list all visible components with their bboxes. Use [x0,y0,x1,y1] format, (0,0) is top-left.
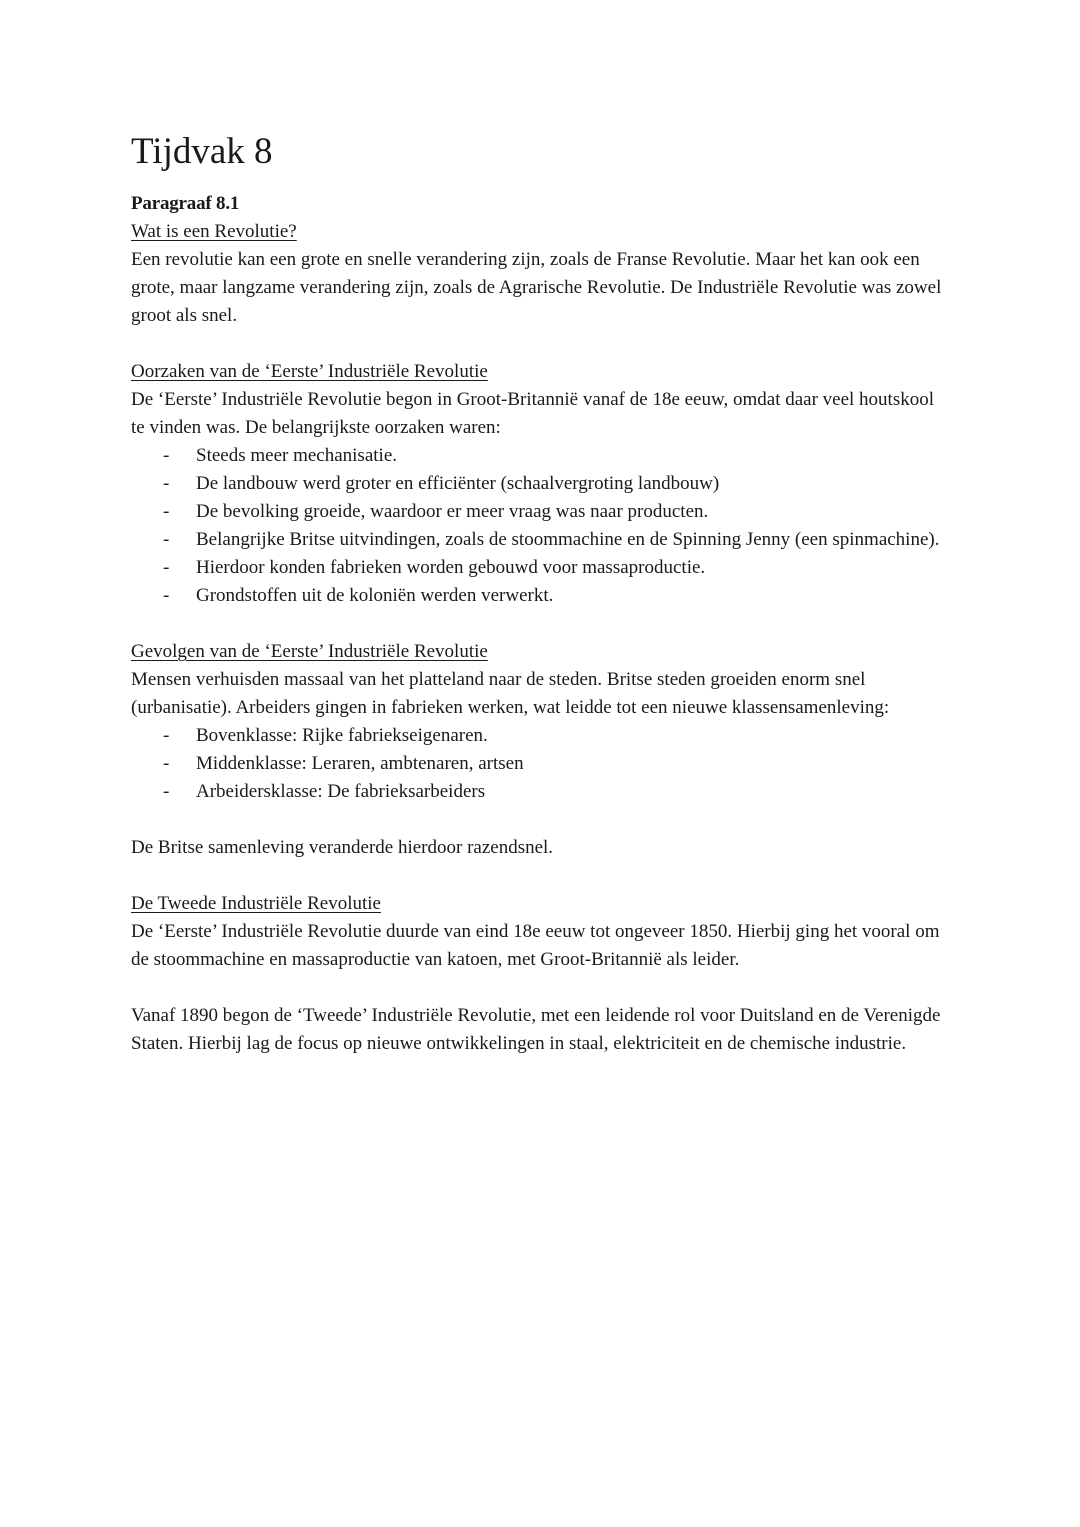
list-item-text: Hierdoor konden fabrieken worden gebouwd voor massaproductie. [196,557,706,578]
list-item [131,582,951,610]
list-item-text: De bevolking groeide, waardoor er meer vraag was naar producten. [196,501,709,522]
section-tweede [131,890,951,1058]
causes-list [131,442,951,610]
section-heading: Oorzaken van de ‘Eerste’ Industriële Revolutie [131,361,488,382]
list-item-text: Grondstoffen uit de koloniën werden verwerkt. [196,585,554,606]
list-item-text: Belangrijke Britse uitvindingen, zoals de stoommachine en de Spinning Jenny (een spinmachine). [196,529,940,550]
section-text: Een revolutie kan een grote en snelle verandering zijn, zoals de Franse Revolutie. Maar het kan ook een grote, maar langzame verandering zijn, zoals de Agrarische Revolutie. De Industriële Revolutie was zowel groot als snel. [131,249,942,326]
dash-marker: - [163,501,170,522]
list-item [131,778,951,806]
dash-marker: - [163,557,170,578]
section-oorzaken [131,358,951,610]
list-item-text: De landbouw werd groter en efficiënter (schaalvergroting landbouw) [196,473,720,494]
list-item [131,498,951,526]
spacer [131,330,951,358]
dash-marker: - [163,585,170,606]
dash-marker: - [163,445,170,466]
section-conclusion: De Britse samenleving veranderde hierdoor razendsnel. [131,837,554,858]
list-item-text: Steeds meer mechanisatie. [196,445,398,466]
classes-list [131,722,951,806]
list-item [131,470,951,498]
list-item-text: Middenklasse: Leraren, ambtenaren, artsen [196,753,524,774]
paragraph-heading: Paragraaf 8.1 [131,193,240,214]
section-revolutie [131,218,951,330]
document-page [131,128,951,1058]
spacer [131,974,951,1002]
spacer [131,862,951,890]
dash-marker: - [163,753,170,774]
section-heading: Gevolgen van de ‘Eerste’ Industriële Revolutie [131,641,488,662]
list-item [131,526,951,554]
section-intro: Mensen verhuisden massaal van het platteland naar de steden. Britse steden groeiden enorm snel (urbanisatie). Arbeiders gingen in fabrieken werken, wat leidde tot een nieuwe klassensamenleving: [131,669,890,718]
dash-marker: - [163,781,170,802]
list-item [131,554,951,582]
section-heading: De Tweede Industriële Revolutie [131,893,381,914]
section-heading: Wat is een Revolutie? [131,221,297,242]
section-text: Vanaf 1890 begon de ‘Tweede’ Industriële Revolutie, met een leidende rol voor Duitsland en de Verenigde Staten. Hierbij lag de focus op nieuwe ontwikkelingen in staal, elektriciteit en de chemische industrie. [131,1005,941,1054]
dash-marker: - [163,529,170,550]
section-text: De ‘Eerste’ Industriële Revolutie duurde van eind 18e eeuw tot ongeveer 1850. Hierbij ging het vooral om de stoommachine en massaproductie van katoen, met Groot-Britannië als leider. [131,921,940,970]
spacer [131,610,951,638]
list-item-text: Arbeidersklasse: De fabrieksarbeiders [196,781,486,802]
list-item [131,750,951,778]
list-item [131,442,951,470]
spacer [131,806,951,834]
list-item-text: Bovenklasse: Rijke fabriekseigenaren. [196,725,488,746]
dash-marker: - [163,725,170,746]
document-title: Tijdvak 8 [131,131,273,172]
dash-marker: - [163,473,170,494]
section-gevolgen [131,638,951,862]
section-intro: De ‘Eerste’ Industriële Revolutie begon in Groot-Britannië vanaf de 18e eeuw, omdat daar veel houtskool te vinden was. De belangrijkste oorzaken waren: [131,389,935,438]
list-item [131,722,951,750]
